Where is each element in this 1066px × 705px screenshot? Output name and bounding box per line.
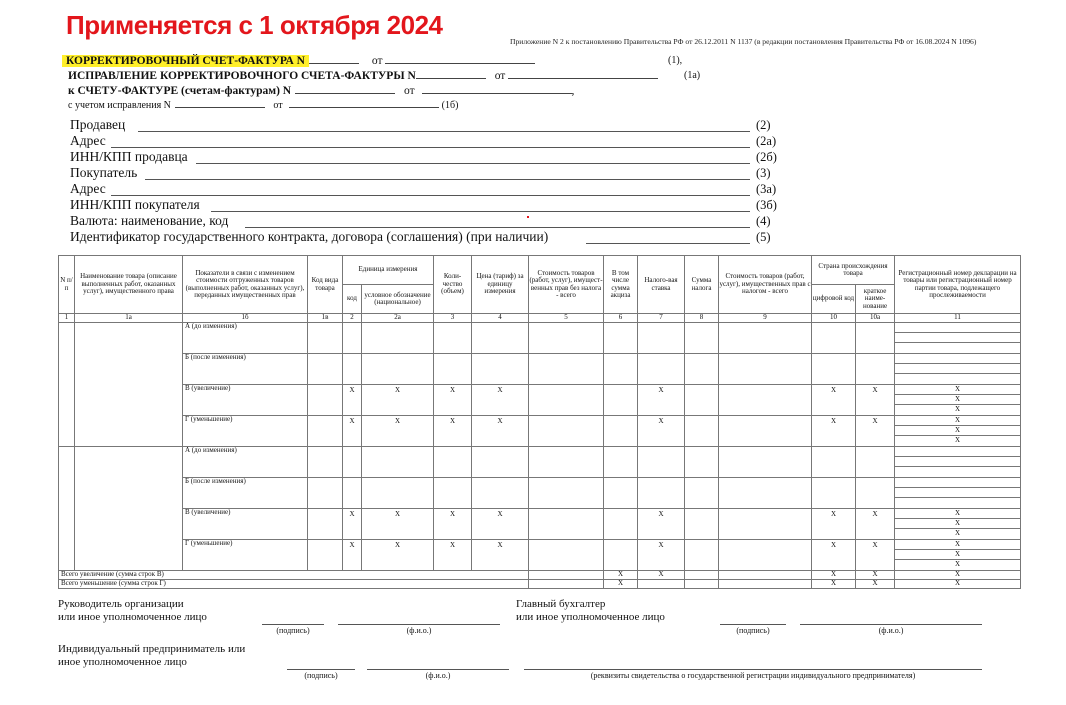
col-num: 8: [685, 314, 719, 323]
table-cell: X: [856, 580, 895, 589]
table-cell: X: [895, 571, 1021, 580]
table-cell: X: [472, 385, 529, 416]
table-cell: [812, 478, 856, 509]
field-code: (3): [756, 166, 771, 180]
table-cell: [719, 385, 812, 416]
th-price: Цена (тариф) за единицу измерения: [472, 256, 529, 314]
table-cell: [529, 571, 604, 580]
table-cell: X: [362, 509, 434, 540]
table-cell: X: [638, 540, 685, 571]
table-cell: [719, 571, 812, 580]
header-line-4: [68, 97, 458, 111]
table-cell: [529, 447, 604, 478]
field-contract-id: Идентификатор государственного контракта, договора (соглашения) (при наличии): [70, 229, 549, 244]
th-rate: Налого-вая ставка: [638, 256, 685, 314]
row-kind-label: А (до изменения): [183, 323, 308, 354]
table-cell: [638, 447, 685, 478]
reg-subrow: X: [895, 550, 1020, 560]
code-1a: (1а): [684, 70, 701, 81]
th-cost: Стоимость товаров (работ, услуг), имущест-венных прав без налога - всего: [529, 256, 604, 314]
cell-n: [59, 447, 75, 571]
table-cell: [529, 540, 604, 571]
code-1: (1),: [668, 55, 683, 66]
row-kind-label: В (увеличение): [183, 509, 308, 540]
table-cell: [434, 323, 472, 354]
reg-subrow: X: [955, 529, 961, 537]
reg-subrow: [895, 374, 1020, 383]
table-cell: X: [856, 571, 895, 580]
reg-number-cell: [895, 447, 1021, 478]
table-cell: [856, 478, 895, 509]
col-num: 2: [343, 314, 362, 323]
reg-subrow: X: [895, 416, 1020, 426]
cap-sign: (подпись): [304, 671, 338, 680]
comma: ,: [571, 85, 575, 97]
header-line-3: [68, 83, 574, 97]
table-cell: [856, 447, 895, 478]
table-cell: X: [343, 540, 362, 571]
cap-reg: (реквизиты свидетельства о государственной регистрации индивидуального предпринимателя): [590, 671, 916, 680]
field-code: (2): [756, 118, 771, 132]
col-num: 1б: [183, 314, 308, 323]
table-cell: [638, 354, 685, 385]
code-1b: (1б): [441, 100, 459, 111]
th-country: Страна происхождения товара: [812, 256, 895, 285]
ip-fio-line[interactable]: [367, 668, 509, 670]
table-cell: X: [343, 416, 362, 447]
table-cell: X: [856, 540, 895, 571]
cap-fio: (ф.и.о.): [425, 671, 451, 680]
table-cell: X: [812, 416, 856, 447]
header-line-2-text: ИСПРАВЛЕНИЕ КОРРЕКТИРОВОЧНОГО СЧЕТА-ФАКТУРЫ N: [68, 70, 416, 82]
table-cell: [529, 385, 604, 416]
table-cell: [685, 416, 719, 447]
th-tax: Сумма налога: [685, 256, 719, 314]
field-buyer-line[interactable]: [145, 178, 750, 180]
th-n: N п/п: [59, 256, 75, 314]
table-cell: [343, 323, 362, 354]
red-dot: [527, 216, 529, 218]
table-cell: [604, 385, 638, 416]
table-cell: X: [434, 540, 472, 571]
table-cell: X: [856, 509, 895, 540]
reg-subrow: [895, 478, 1020, 488]
th-unit-code: код: [343, 285, 362, 314]
reg-number-cell: [895, 509, 1021, 540]
table-cell: X: [362, 540, 434, 571]
table-cell: [529, 580, 604, 589]
th-country-code: цифровой код: [812, 285, 856, 314]
table-cell: [529, 509, 604, 540]
table-cell: X: [638, 385, 685, 416]
col-num: 7: [638, 314, 685, 323]
table-cell: [812, 354, 856, 385]
chief-sign-line[interactable]: [720, 623, 786, 625]
table-cell: [308, 509, 343, 540]
th-indicators: Показатели в связи с изменением стоимости отгруженных товаров (выполненных работ, оказанных услуг), переданных имущественных прав: [183, 256, 308, 314]
from-label: от: [371, 55, 383, 67]
field-buyer-inn: ИНН/КПП покупателя: [70, 197, 200, 212]
col-num: 11: [895, 314, 1021, 323]
table-cell: [343, 478, 362, 509]
row-kind-label: Г (уменьшение): [183, 416, 308, 447]
field-currency-line[interactable]: [245, 226, 750, 228]
table-cell: [719, 509, 812, 540]
table-row: [59, 447, 1021, 478]
sig-ip: Индивидуальный предприниматель или: [58, 643, 246, 655]
table-cell: [604, 323, 638, 354]
table-cell: [362, 354, 434, 385]
field-seller-address: Адрес: [70, 133, 106, 148]
row-kind-label: А (до изменения): [183, 447, 308, 478]
table-cell: [719, 323, 812, 354]
table-cell: [812, 447, 856, 478]
table-cell: [604, 478, 638, 509]
field-code: (4): [756, 214, 771, 228]
table-cell: X: [472, 416, 529, 447]
th-qty: Коли-чество (объем): [434, 256, 472, 314]
th-unit: Единица измерения: [343, 256, 434, 285]
table-cell: [604, 447, 638, 478]
table-cell: [434, 478, 472, 509]
table-cell: [719, 540, 812, 571]
th-reg-number: Регистрационный номер декларации на товары или регистрационный номер партии товара, подлежащего прослеживаемости: [895, 256, 1021, 314]
table-cell: [472, 354, 529, 385]
table-cell: X: [812, 580, 856, 589]
cap-sign: (подпись): [276, 626, 310, 635]
field-contract-id-line[interactable]: [586, 242, 750, 244]
table-cell: [529, 323, 604, 354]
field-seller-inn-line[interactable]: [196, 162, 750, 164]
reg-subrow: X: [955, 405, 961, 413]
cap-fio: (ф.и.о.): [406, 626, 432, 635]
table-cell: X: [856, 385, 895, 416]
table-cell: [308, 540, 343, 571]
table-row: [59, 416, 1021, 447]
table-cell: X: [638, 571, 685, 580]
table-cell: X: [472, 509, 529, 540]
table-cell: [472, 447, 529, 478]
table-cell: X: [895, 580, 1021, 589]
field-code: (3а): [756, 182, 777, 196]
col-num: 10а: [856, 314, 895, 323]
col-num: 3: [434, 314, 472, 323]
reg-subrow: [895, 498, 1020, 507]
reg-subrow: X: [895, 426, 1020, 436]
table-cell: [308, 478, 343, 509]
reg-subrow: [895, 488, 1020, 498]
table-cell: [362, 478, 434, 509]
th-country-name: краткое наиме-нование: [856, 285, 895, 314]
table-cell: [472, 323, 529, 354]
field-currency: Валюта: наименование, код: [70, 213, 229, 228]
th-name: Наименование товара (описание выполненных работ, оказанных услуг), имущественного права: [75, 256, 183, 314]
header-line-2: [68, 68, 658, 82]
sig-head-2: или иное уполномоченное лицо: [58, 611, 207, 623]
table-cell: [719, 447, 812, 478]
table-row: [59, 509, 1021, 540]
field-code: (2а): [756, 134, 777, 148]
table-cell: [343, 447, 362, 478]
field-code: (3б): [756, 198, 777, 212]
table-cell: [812, 323, 856, 354]
field-buyer-address: Адрес: [70, 181, 106, 196]
reg-subrow: [895, 364, 1020, 374]
table-cell: [308, 385, 343, 416]
ip-reg-line[interactable]: [524, 668, 982, 670]
table-cell: [529, 416, 604, 447]
table-cell: X: [362, 416, 434, 447]
row-kind-label: Б (после изменения): [183, 478, 308, 509]
cap-sign: (подпись): [736, 626, 770, 635]
table-cell: [604, 354, 638, 385]
totals-row: [59, 571, 1021, 580]
table-cell: [685, 540, 719, 571]
table-cell: [434, 447, 472, 478]
banner-title: Применяется с 1 октября 2024: [66, 10, 443, 40]
totals-label: Всего уменьшение (сумма строк Г): [59, 580, 529, 589]
reg-subrow: X: [895, 540, 1020, 550]
table-cell: X: [812, 385, 856, 416]
table-cell: X: [638, 509, 685, 540]
reg-subrow: [895, 343, 1020, 352]
table-row: [59, 385, 1021, 416]
table-row: [59, 323, 1021, 354]
reg-subrow: X: [895, 519, 1020, 529]
table-cell: [638, 323, 685, 354]
reg-subrow: [895, 354, 1020, 364]
reg-subrow: [895, 457, 1020, 467]
table-cell: [685, 447, 719, 478]
reg-number-cell: [895, 540, 1021, 571]
field-seller-address-line[interactable]: [111, 146, 750, 148]
header-line-1: [62, 53, 535, 67]
th-unit-name: условное обозначение (национальное): [362, 285, 434, 314]
table-cell: [685, 323, 719, 354]
col-num: 1: [59, 314, 75, 323]
table-row: [59, 354, 1021, 385]
row-kind-label: Г (уменьшение): [183, 540, 308, 571]
table-cell: X: [472, 540, 529, 571]
from-label: от: [404, 85, 415, 97]
sig-chief: Главный бухгалтер: [516, 598, 606, 610]
table-cell: X: [604, 580, 638, 589]
table-row: [59, 540, 1021, 571]
table-cell: [685, 580, 719, 589]
reg-number-cell: [895, 354, 1021, 385]
col-num: 10: [812, 314, 856, 323]
table-cell: [685, 385, 719, 416]
field-buyer-address-line[interactable]: [111, 194, 750, 196]
field-seller-inn: ИНН/КПП продавца: [70, 149, 188, 164]
table-cell: [472, 478, 529, 509]
table-cell: X: [812, 571, 856, 580]
table-cell: X: [604, 571, 638, 580]
invoice-table: [58, 255, 1021, 589]
totals-label: Всего увеличение (сумма строк В): [59, 571, 529, 580]
col-num: 9: [719, 314, 812, 323]
table-cell: [343, 354, 362, 385]
row-kind-label: Б (после изменения): [183, 354, 308, 385]
table-cell: [685, 571, 719, 580]
table-cell: X: [343, 509, 362, 540]
table-cell: [308, 416, 343, 447]
sig-head: Руководитель организации: [58, 598, 184, 610]
ip-sign-line[interactable]: [287, 668, 355, 670]
table-cell: [719, 416, 812, 447]
field-buyer: Покупатель: [70, 165, 138, 180]
table-cell: X: [812, 540, 856, 571]
highlighted-title: КОРРЕКТИРОВОЧНЫЙ СЧЕТ-ФАКТУРА N: [62, 55, 309, 67]
field-code: (5): [756, 230, 771, 244]
table-cell: X: [434, 416, 472, 447]
table-cell: [604, 416, 638, 447]
table-cell: [529, 478, 604, 509]
table-cell: [604, 509, 638, 540]
table-cell: [856, 354, 895, 385]
reg-number-cell: [895, 478, 1021, 509]
reg-subrow: X: [955, 436, 961, 444]
table-cell: [308, 354, 343, 385]
reg-number-cell: [895, 323, 1021, 354]
reg-subrow: [895, 467, 1020, 476]
table-cell: X: [434, 509, 472, 540]
header-line-3-text: к СЧЕТУ-ФАКТУРЕ (счетам-фактурам) N: [68, 85, 292, 97]
table-cell: [719, 478, 812, 509]
reg-subrow: X: [955, 560, 961, 568]
table-cell: [362, 323, 434, 354]
row-kind-label: В (увеличение): [183, 385, 308, 416]
table-cell: [719, 354, 812, 385]
table-row: [59, 478, 1021, 509]
th-excise: В том числе сумма акциза: [604, 256, 638, 314]
col-num: 1в: [308, 314, 343, 323]
cap-fio: (ф.и.о.): [878, 626, 904, 635]
sig-chief-2: или иное уполномоченное лицо: [516, 611, 665, 623]
table-cell: X: [343, 385, 362, 416]
col-num: 5: [529, 314, 604, 323]
table-cell: [685, 509, 719, 540]
table-cell: [685, 478, 719, 509]
th-total: Стоимость товаров (работ, услуг), имущественных прав с налогом - всего: [719, 256, 812, 314]
col-num: 1а: [75, 314, 183, 323]
appendix-note: Приложение N 2 к постановлению Правительства РФ от 26.12.2011 N 1137 (в редакции постановления Правительства РФ от 16.08.2024 N 1096): [510, 37, 977, 46]
field-code: (2б): [756, 150, 777, 164]
sig-ip-2: иное уполномоченное лицо: [58, 656, 187, 668]
reg-number-cell: [895, 416, 1021, 447]
reg-subrow: [895, 323, 1020, 333]
table-cell: X: [362, 385, 434, 416]
reg-subrow: X: [895, 385, 1020, 395]
field-buyer-inn-line[interactable]: [211, 210, 750, 212]
table-cell: [638, 580, 685, 589]
th-kind-code: Код вида товара: [308, 256, 343, 314]
from-label: от: [494, 70, 506, 82]
header-line-4-text: с учетом исправления N: [68, 100, 171, 111]
col-num: 2а: [362, 314, 434, 323]
table-cell: [308, 323, 343, 354]
head-sign-line[interactable]: [262, 623, 324, 625]
table-cell: [856, 323, 895, 354]
table-cell: [308, 447, 343, 478]
reg-subrow: [895, 447, 1020, 457]
head-fio-line[interactable]: [338, 623, 500, 625]
col-num: 6: [604, 314, 638, 323]
reg-number-cell: [895, 385, 1021, 416]
table-cell: [362, 447, 434, 478]
table-cell: [638, 478, 685, 509]
table-cell: [434, 354, 472, 385]
table-cell: X: [856, 416, 895, 447]
chief-fio-line[interactable]: [800, 623, 982, 625]
field-seller-line[interactable]: [138, 130, 750, 132]
col-num: 4: [472, 314, 529, 323]
table-cell: X: [812, 509, 856, 540]
table-cell: [529, 354, 604, 385]
cell-name: [75, 447, 183, 571]
reg-subrow: X: [895, 395, 1020, 405]
cell-n: [59, 323, 75, 447]
totals-row: [59, 580, 1021, 589]
table-cell: [604, 540, 638, 571]
from-label: от: [273, 100, 283, 111]
field-seller: Продавец: [70, 117, 126, 132]
table-cell: [719, 580, 812, 589]
table-cell: [685, 354, 719, 385]
table-cell: X: [638, 416, 685, 447]
reg-subrow: X: [895, 509, 1020, 519]
table-cell: X: [434, 385, 472, 416]
cell-name: [75, 323, 183, 447]
reg-subrow: [895, 333, 1020, 343]
